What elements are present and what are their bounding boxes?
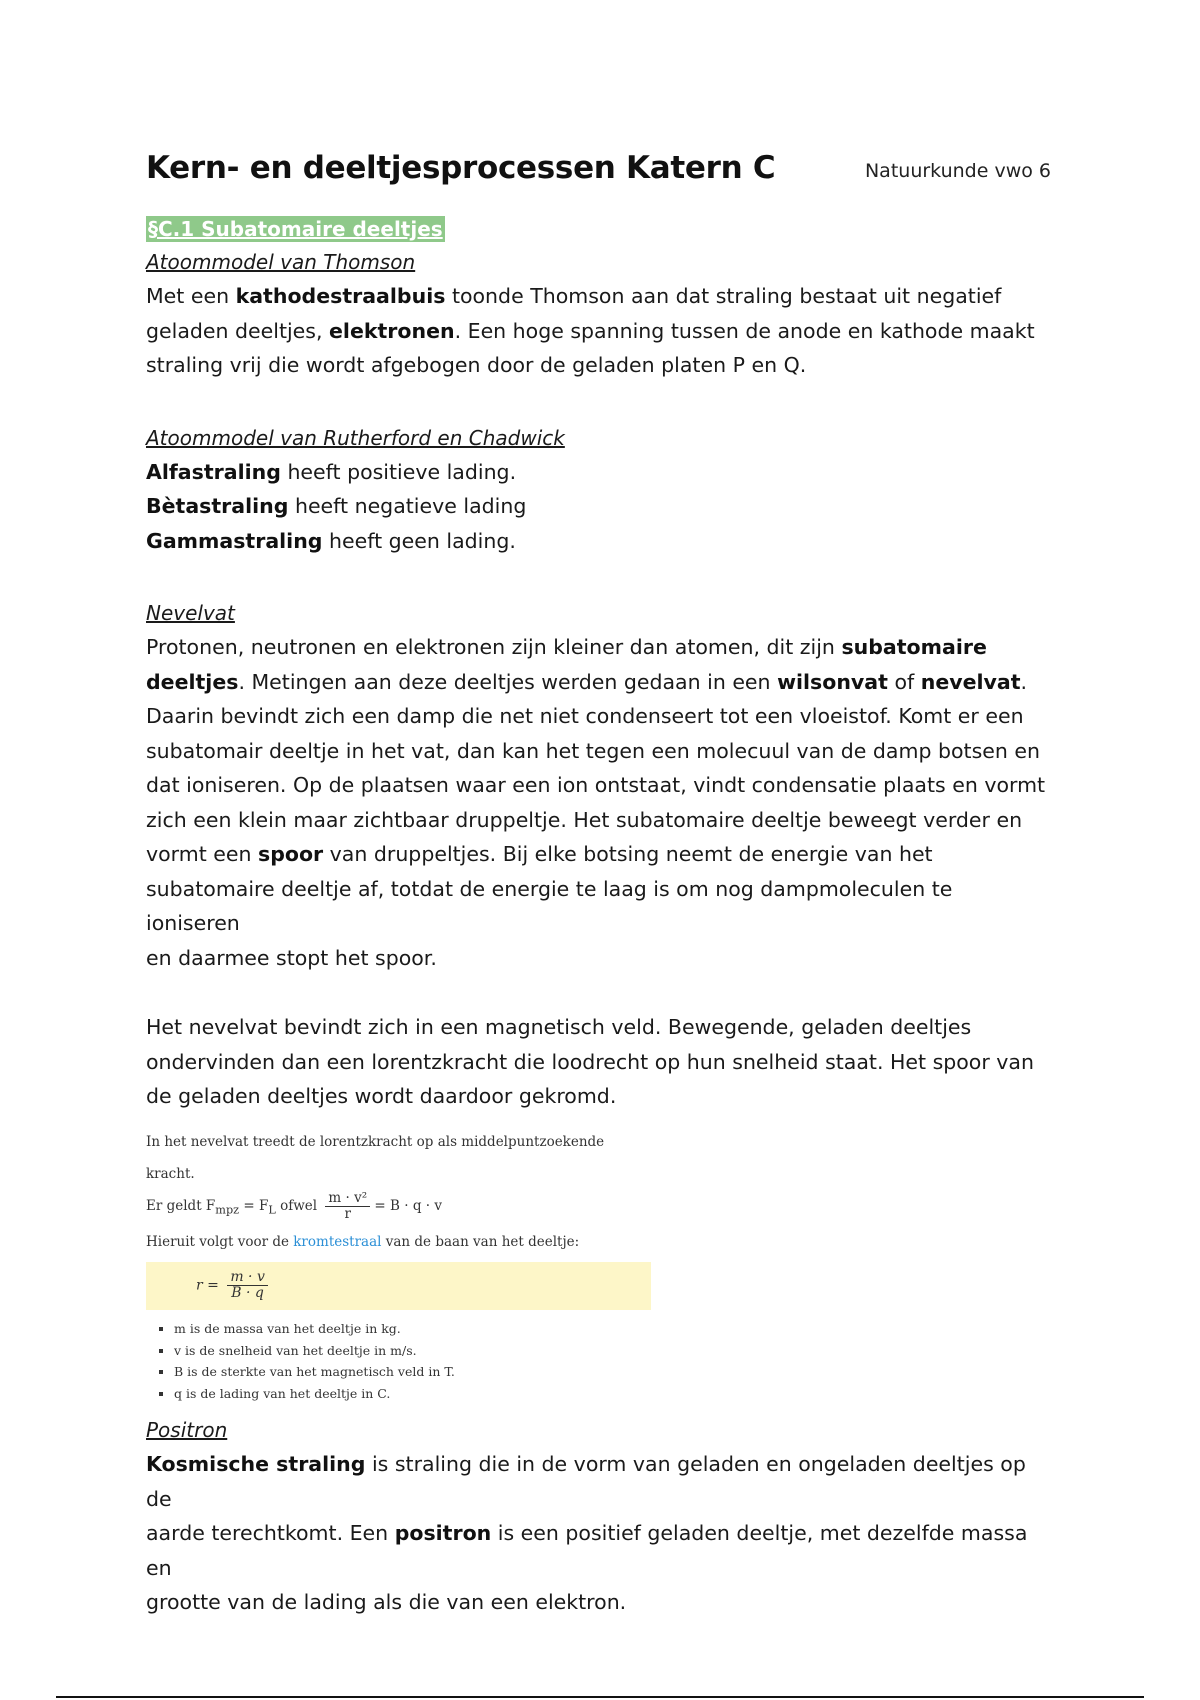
radiation-item-gamma: Gammastraling heeft geen lading. bbox=[146, 528, 516, 553]
rutherford-heading: Atoommodel van Rutherford en Chadwick bbox=[146, 425, 565, 450]
excerpt-line-3: Hieruit volgt voor de kromtestraal van de baan van het deeltje: bbox=[146, 1234, 580, 1251]
list-item: ▪ v is de snelheid van het deeltje in m/s. bbox=[174, 1340, 656, 1362]
excerpt-line-1: In het nevelvat treedt de lorentzkracht op als middelpuntzoekende kracht. bbox=[146, 1133, 605, 1182]
radiation-item-beta: Bètastraling heeft negatieve lading bbox=[146, 494, 527, 518]
thomson-paragraph: Met een kathodestraalbuis toonde Thomson aan dat straling bestaat uit negatief geladen deeltjes, elektronen. Een hoge spanning tussen de anode en kathode maakt straling vrij die wordt afgebogen door de geladen platen P en Q. bbox=[146, 284, 1035, 377]
document-title: Kern- en deeltjesprocessen Katern C bbox=[146, 150, 776, 186]
list-item: ▪ B is de sterkte van het magnetisch veld in T. bbox=[174, 1361, 656, 1383]
textbook-excerpt bbox=[146, 1126, 656, 1405]
document-page bbox=[146, 150, 1051, 1620]
kromtestraal-link: kromtestraal bbox=[293, 1234, 382, 1251]
magnetic-field-paragraph: Het nevelvat bevindt zich in een magnetisch veld. Bewegende, geladen deeltjes ondervinden dan een lorentzkracht die loodrecht op hun snelheid staat. Het spoor van de geladen deeltjes wordt daardoor gekromd. bbox=[146, 1015, 1034, 1108]
excerpt-line-2: Er geldt $F_{mpz} = F_L$ ofwel $\frac{\text{m · v²}}{r}$ = B · q · v bbox=[146, 1189, 442, 1222]
formula-box bbox=[146, 1262, 651, 1310]
thomson-heading: Atoommodel van Thomson bbox=[146, 250, 416, 274]
list-item: ▪ q is de lading van het deeltje in C. bbox=[174, 1383, 656, 1405]
positron-paragraph: Kosmische straling is straling die in de vorm van geladen en ongeladen deeltjes op de aarde terechtkomt. Een positron is een positief geladen deeltje, met dezelfde massa en grootte van de lading als die van een elektron. bbox=[146, 1452, 1028, 1615]
positron-heading: Positron bbox=[146, 1418, 228, 1443]
nevelvat-heading: Nevelvat bbox=[146, 601, 235, 625]
variable-list bbox=[146, 1318, 656, 1404]
radius-formula: r = $\frac{m \cdot v}{B \cdot q}$ bbox=[196, 1270, 268, 1301]
nevelvat-paragraph: Protonen, neutronen en elektronen zijn kleiner dan atomen, dit zijn subatomaire deeltjes. Metingen aan deze deeltjes werden gedaan in een wilsonvat of nevelvat. Daarin bevindt zich een damp die net niet condenseert tot een vloeistof. Komt er een subatomair deeltje in het vat, dan kan het tegen een molecuul van de damp botsen en dat ioniseren. Op de plaatsen waar een ion ontstaat, vindt condensatie plaats en vormt zich een klein maar zichtbaar druppeltje. Het subatomaire deeltje beweegt verder en vormt een spoor van druppeltjes. Bij elke botsing neemt de energie van het subatomaire deeltje af, totdat de energie te laag is om nog dampmoleculen te ioniseren en daarmee stopt het spoor. bbox=[146, 635, 1046, 970]
list-item: ▪ m is de massa van het deeltje in kg. bbox=[174, 1318, 656, 1340]
radiation-list bbox=[146, 455, 1051, 559]
bottom-rule bbox=[56, 1696, 1144, 1698]
section-heading: §C.1 Subatomaire deeltjes bbox=[148, 217, 443, 241]
radiation-item-alfa: Alfastraling heeft positieve lading. bbox=[146, 459, 517, 484]
document-header bbox=[146, 150, 1051, 196]
subject-label: Natuurkunde vwo 6 bbox=[864, 160, 1051, 182]
